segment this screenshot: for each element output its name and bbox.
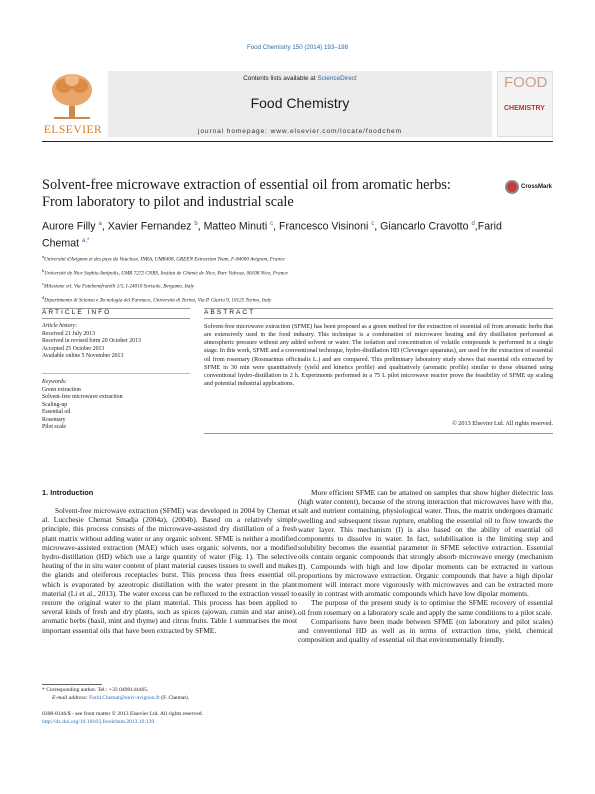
history-item: Available online 5 November 2013 (42, 353, 124, 360)
cover-title-chemistry: CHEMISTRY (504, 105, 545, 112)
keywords-label: Keywords: (42, 379, 67, 385)
journal-cover-thumbnail (497, 71, 553, 137)
body-paragraph: More efficient SFME can be attained on samples that show higher dielectric loss (high water content), because of the strong interaction that microwaves have with the, salt and nutrient containing, physiological water. Thus, the matrix undergoes dramatic swelling and subsequent tissue rupture, enabling the essential oil to flow towards the water layer. This mechanism (I) is also based on the ability of essential oil components to dissolve in water. In fact, solubilisation is the limiting step and solubility becomes the essential parameter in SFME selective extraction. Essential oils contain organic compounds that strongly absorb microwave energy (mechanism II). Compounds with high and low dipolar moments can be extracted in various proportions by microwave extraction. Organic compounds that have a high dipolar moment will interact more vigorously with microwaves and can be extracted more easily in contrast with aromatic compounds which have low dipolar moments. (298, 488, 553, 599)
email-link[interactable]: Farid.Chemat@univ-avignon.fr (89, 695, 160, 701)
keyword-item: Essential oil (42, 409, 71, 416)
issn-line: 0308-8146/$ - see front matter © 2013 Elsevier Ltd. All rights reserved. (42, 711, 203, 717)
author-name[interactable]: Xavier Fernandez (107, 220, 192, 233)
journal-citation[interactable]: Food Chemistry 150 (2014) 193–198 (246, 44, 349, 51)
affiliation-text: Milestone srl, Via Fatebenefratelli 1/5, I-24010 Sorisole, Bergamo, Italy (44, 283, 195, 290)
author-list: Aurore Filly $^a$, Xavier Fernandez $^b$, Matteo Minuti $^c$, Francesco Visinoni $^c$, Giancarlo Cravotto $^d$,Farid Chemat $^{a,*}$ (42, 220, 502, 250)
history-item: Received in revised form 20 October 2013 (42, 338, 141, 345)
affiliation-text: Université de Nice Sophia Antipolis, UMR 7272 CNRS, Institut de Chimie de Nice, Parc Valrose, 06108 Nice, France (44, 270, 288, 277)
crossmark-label[interactable]: CrossMark (521, 184, 553, 190)
info-divider (42, 373, 190, 374)
journal-homepage[interactable]: journal homepage: www.elsevier.com/locate/foodchem (197, 128, 403, 135)
keyword-item: Green extraction (42, 387, 81, 393)
author-affiliation-mark[interactable]: a,* (82, 237, 90, 244)
info-rule-2 (42, 318, 190, 319)
elsevier-tree-logo (50, 72, 94, 120)
email-line: E-mail address: Farid.Chemat@univ-avignon.fr (F. Chemat). (52, 695, 190, 701)
affiliation-item (42, 279, 512, 293)
affiliation-item (42, 252, 512, 266)
author-affiliation-mark[interactable]: b (194, 221, 198, 227)
keyword-item: Rosemary (42, 416, 66, 423)
introduction-heading: 1. Introduction (42, 488, 94, 497)
corresponding-author: * Corresponding author. Tel.: +33 0490144465. (42, 687, 149, 693)
body-paragraph: Solvent-free microwave extraction (SFME) was developed in 2004 by Chemat et al. Lucchesie Chemat Smadja (2004a), (2004b). Based on a relatively simple principle, this process consists of the microwave-assisted dry distillation of a fresh plant matrix without adding water or any organic solvent. SFME is neither a modified microwave-assisted extraction (MAE) which uses organic solvents, nor a modified hydro-distillation (HD) which use a large quantity of water (Fig. 1). The selective heating of the in situ water content of plant material causes tissues to swell and makes the glands and oleiferous receptacles burst. This process thus frees essential oil, which is evaporated by azeotropic distillation with the water present in the plant material (Li et al., 2013). The water excess can be refluxed to the extraction vessel to restore the original water to the plant material. This process has been applied to several kinds of fresh and dry plants, such as spices (ajowan, cumin and star anise), aromatic herbs (basil, mint and thyme) and citrus fruits. Table 1 summarises the most important essential oils that have been extracted by SFME. (42, 506, 297, 635)
affiliation-item (42, 293, 512, 307)
history-item: Received 21 July 2013 (42, 331, 95, 337)
author-affiliation-mark[interactable]: c (270, 221, 274, 227)
affiliation-item (42, 266, 512, 280)
publisher-name: ELSEVIER (43, 124, 103, 136)
body-paragraph: Comparisons have been made between SFME (on laboratory and pilot scales) and conventional HD as well as in terms of extraction time, yield, chemical composition and quality of essential oil that environmentally friendly. (298, 616, 553, 645)
author-name[interactable]: Giancarlo Cravotto (380, 220, 469, 233)
keyword-item: Solvent-free microwave extraction (42, 394, 123, 401)
affiliation-text: Dipartimento di Scienza e Tecnologia del Farmaco, Università di Torino, Via P. Giuria 9, 10125 Torino, Italy (44, 297, 272, 304)
author-name[interactable]: Farid Chemat (42, 220, 502, 250)
crossmark-icon[interactable] (505, 180, 519, 194)
affiliation-mark: a (42, 254, 44, 259)
copyright: © 2013 Elsevier Ltd. All rights reserved. (452, 420, 553, 427)
affiliation-mark: b (42, 267, 45, 273)
keyword-list (42, 387, 182, 431)
sciencedirect-link[interactable]: ScienceDirect (317, 75, 357, 82)
author-name[interactable]: Aurore Filly (42, 220, 96, 233)
history-list (42, 331, 182, 361)
author-affiliation-mark[interactable]: c (371, 221, 375, 227)
author-affiliation-mark[interactable]: a (98, 221, 102, 227)
journal-title: Food Chemistry (250, 95, 350, 111)
abstract-rule (204, 308, 553, 309)
body-paragraph: The purpose of the present study is to optimise the SFME recovery of essential oil from rosemary on a laboratory scale and apply the same conditions to a pilot scale. (298, 598, 553, 617)
abstract-bottom-rule (204, 433, 553, 434)
header-rule (42, 141, 553, 142)
footnote-rule (42, 684, 102, 685)
history-label: Article history: (42, 323, 78, 329)
affiliation-text: Université d'Avignon et des pays du Vaucluse, INRA, UMR408, GREEN Extraction Team, F-84000 Avignon, France (44, 256, 285, 263)
intro-left-column (42, 506, 297, 635)
author-name[interactable]: Matteo Minuti (203, 220, 268, 233)
author-name[interactable]: Francesco Visinoni (279, 220, 369, 233)
keyword-item: Scaling-up (42, 401, 68, 408)
abstract-text: Solvent-free microwave extraction (SFME) has been proposed as a green method for the extraction of essential oil from aromatic herbs that are extensively used in the food industry. This technique is a combination of microwave heating and dry distillation performed at atmospheric pressure without any added solvent or water. The isolation and concentration of volatile compounds is performed in a single stage. In this work, SFME and a conventional technique, hydro-distillation HD (Clevenger apparatus), are used for the extraction of essential oil from rosemary (Rosmarinus officinalis L.) and are compared. This preliminary laboratory study shows that essential oils extracted by SFME in 30 min were quantitatively (yield and kinetics profile) and qualitatively (aromatic profile) similar to those obtained using conventional hydro-distillation in 2 h. Experiments performed in a 75 L pilot microwave reactor prove the feasibility of SFME up scaling and potential industrial applications. (204, 323, 553, 388)
history-item: Accepted 25 October 2013 (42, 345, 105, 352)
keyword-item: Pilot scale (42, 424, 66, 431)
abstract-rule-2 (204, 318, 553, 319)
contents-line: Contents lists available at ScienceDirect (243, 75, 357, 82)
doi-link[interactable]: http://dx.doi.org/10.1016/j.foodchem.2013.10.139 (42, 719, 155, 725)
affiliation-mark: c (42, 281, 44, 287)
author-affiliation-mark[interactable]: d (471, 221, 475, 227)
affiliation-mark: d (42, 294, 45, 300)
intro-right-column (298, 488, 553, 644)
affiliation-list (42, 252, 512, 306)
article-title: Solvent-free microwave extraction of essential oil from aromatic herbs: From laboratory to pilot and industrial scale (42, 177, 451, 210)
abstract-heading: ABSTRACT (204, 309, 256, 316)
cover-title-food: FOOD (504, 74, 548, 91)
article-info-heading: ARTICLE INFO (42, 309, 112, 316)
